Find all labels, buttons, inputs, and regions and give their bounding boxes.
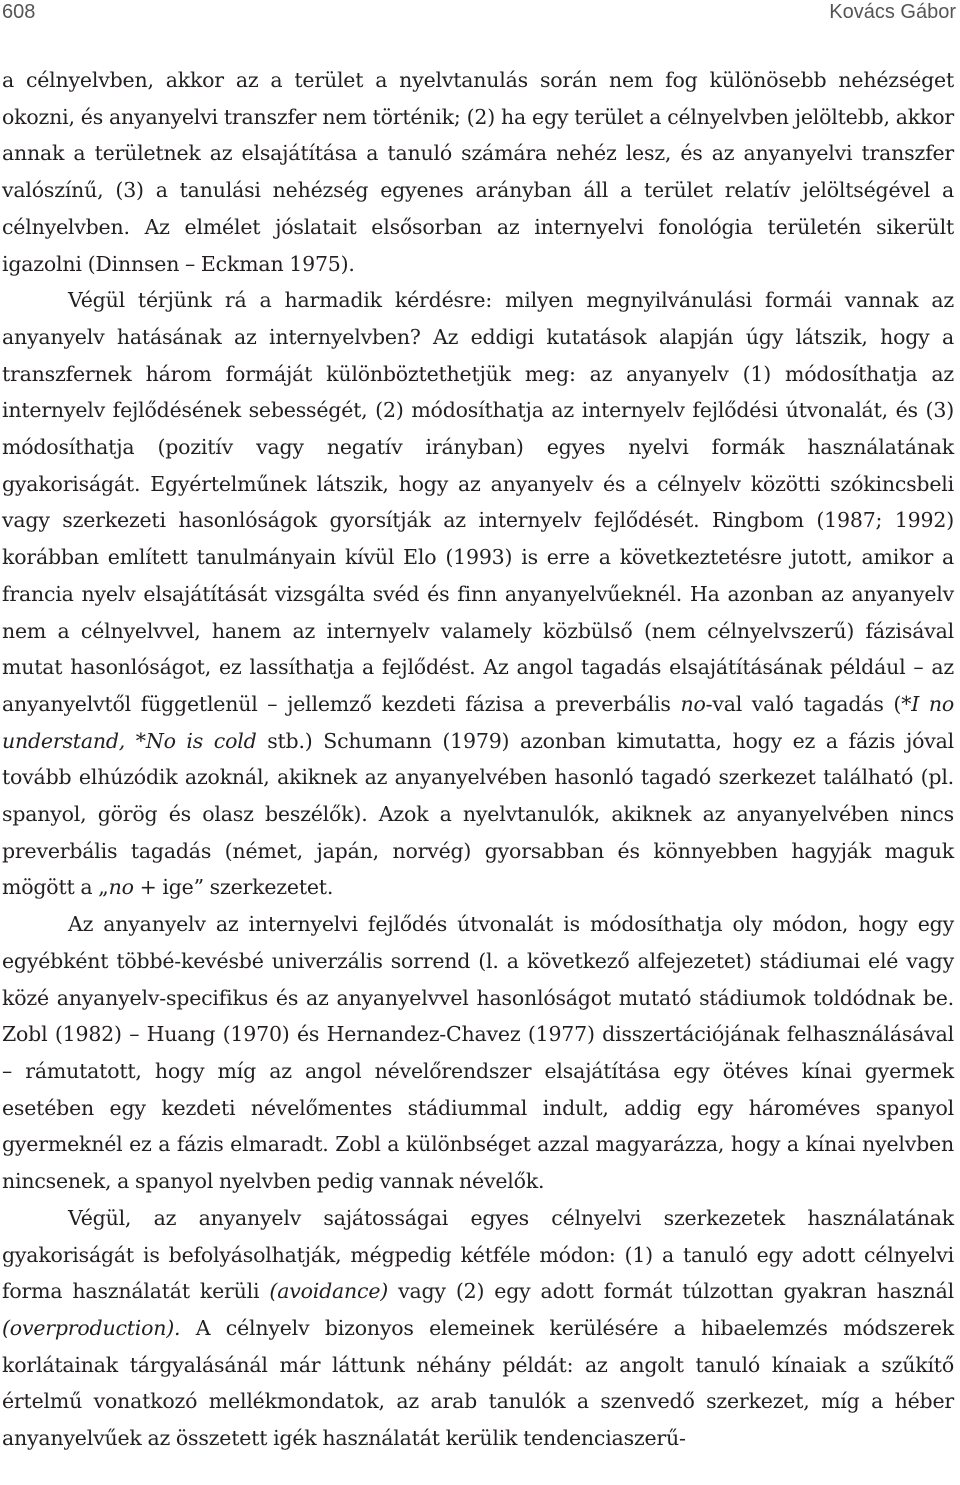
body-text <box>2 62 954 1457</box>
italic-text: (avoidance) <box>269 1279 389 1304</box>
text-run: Az anyanyelv az internyelvi fejlődés útvonalát is módosíthatja oly módon, hogy egy egyébként többé-kevésbé univerzális sorrend (l. a következő alfejezetet) stádiumai elé vagy közé anyanyelv-specifikus és az anyanyelvvel hasonlóságot mutató stádiumok toldódnak be. Zobl (1982) – Huang (1970) és Hernandez-Chavez (1977) disszertációjának felhasználásával – rámutatott, hogy míg az angol névelőrendszer elsajátítása egy ötéves kínai gyermek esetében egy kezdeti névelőmentes stádiummal indult, addig egy hároméves spanyol gyermeknél ez a fázis elmaradt. Zobl a különbséget azzal magyarázza, hogy a kínai nyelvben nincsenek, a spanyol nyelvben pedig vannak névelők. <box>2 912 954 1194</box>
text-run: Végül, az anyanyelv sajátosságai egyes célnyelvi szerkezetek használatának gyakoriságát is befolyásolhatják, mégpedig kétféle módon: (1) a tanuló egy adott célnyelvi forma használatát kerüli <box>2 1205 954 1304</box>
italic-text: no <box>108 875 134 900</box>
paragraph-frequency <box>2 1200 954 1457</box>
paragraph-continuation <box>2 62 954 282</box>
italic-text: I no understand, *No is cold <box>2 691 955 753</box>
text-run: a célnyelvben, akkor az a terület a nyelvtanulás során nem fog különösebb nehézséget okozni, és anyanyelvi transzfer nem történik; (2) ha egy terület a célnyelvben jelöltebb, akkor annak a területnek az elsajátítása a tanuló számára nehéz lesz, és az anyanyelvi transzfer valószínű, (3) a tanulási nehézség egyenes arányban áll a terület relatív jelöltségével a célnyelvben. Az elmélet jóslatait elsősorban az internyelvi fonológia területén sikerült igazolni (Dinnsen – Eckman 1975). <box>2 68 954 276</box>
text-run: stb.) Schumann (1979) azonban kimutatta, hogy ez a fázis jóval tovább elhúzódik azoknál, akiknek az anyanyelvében hasonló tagadó szerkezet található (pl. spanyol, görög és olasz beszélők). Azok a nyelvtanulók, akiknek az anyanyelvében nincs preverbális tagadás (német, japán, norvég) gyorsabban és könnyebben hagyják maguk mögött a „ <box>2 728 955 900</box>
text-run: A célnyelv bizonyos elemeinek kerülésére a hibaelemzés módszerek korlátainak tárgyalásánál már láttunk néhány példát: az angolt tanuló kínaiak a szűkítő értelmű vonatkozó mellékmondatok, az arab tanulók a szenvedő szerkezet, míg a héber anyanyelvűek az összetett igék használatát kerülik tendenciaszerű- <box>2 1315 954 1451</box>
italic-text: no <box>680 691 706 716</box>
page-number: 608 <box>2 1 36 23</box>
text-run: -val való tagadás (* <box>705 691 912 716</box>
running-head-author: Kovács Gábor <box>829 1 956 23</box>
text-run: vagy (2) egy adott formát túlzottan gyakran használ <box>388 1279 954 1304</box>
text-run: Végül térjünk rá a harmadik kérdésre: milyen megnyilvánulási formái vannak az anyanyelv hatásának az internyelvben? Az eddigi kutatások alapján úgy látszik, hogy a transzfernek három formáját különböztethetjük meg: az anyanyelv (1) módosíthatja az internyelv fejlődésének sebességét, (2) módosíthatja az internyelv fejlődési útvonalát, és (3) módosíthatja (pozitív vagy negatív irányban) egyes nyelvi formák használatának gyakoriságát. Egyértelműnek látszik, hogy az anyanyelv és a célnyelv közötti szókincsbeli vagy szerkezeti hasonlóságok gyorsítják az internyelv fejlődését. Ringbom (1987; 1992) korábban említett tanulmányain kívül Elo (1993) is erre a következtetésre jutott, amikor a francia nyelv elsajátítását vizsgálta svéd és finn anyanyelvűeknél. Ha azonban az anyanyelv nem a célnyelvvel, hanem az internyelv valamely közbülső (nem célnyelvszerű) fázisával mutat hasonlóságot, ez lassíthatja a fejlődést. Az angol tagadás elsajátításának például – az anyanyelvtől függetlenül – jellemző kezdeti fázisa a preverbális <box>2 288 954 716</box>
italic-text: (overproduction). <box>2 1315 181 1340</box>
paragraph-developmental-route <box>2 906 954 1200</box>
paragraph-transfer-forms <box>2 282 954 906</box>
page-header <box>0 0 960 26</box>
text-run: + ige” szerkezetet. <box>133 875 334 900</box>
